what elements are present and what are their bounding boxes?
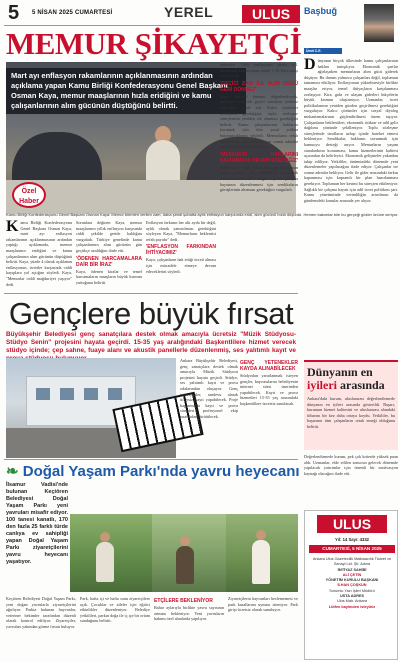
photo-window: [84, 388, 98, 400]
lead-body-col-1: Kamu Birliği Konfederasyonu Genel Başkanı Osman Kaya, mart ayı enflasyon rakamlarının açıklanmasının ardından yaptığı açıklamada, memur maaşlarının eridiğini ve kamu çalışanlarının alım gücünün düştüğünü belirtti. Kaya, yüzde 4 olarak açıklanan enflasyonun, ücretler karşısında ciddi kayıplara yol açtığını söyledi. Kaya, "Memurlar ciddi mağduriyet yaşıyor" dedi.: [6, 218, 72, 287]
masthead-line: İMTİYAZ SAHİBİ: [337, 567, 367, 572]
genclere-body-col-2: GENÇ YETENEKLER KAYDA ALINABİLECEK Stüdyodan yararlanmak isteyen gençler, başvurularını belediyenin internet sitesi üzerinden yapabilecek. Kayıt ve prova hizmetleri 15-35 yaş arasındaki başkentlilere ücretsiz sunulacak.: [240, 360, 298, 406]
photo-person: [176, 546, 194, 584]
dunya-body: Ankara'daki kurum, uluslararası değerlendirmede dünyanın en iyileri arasında gösterildi. Başarı, kurumun hizmet kalitesini ve uluslararası alandaki itibarını bir kez daha ortaya koydu. Yetkililer, bu başarının tüm çalışanların ortak emeği olduğunu belirtti.: [307, 396, 395, 429]
lead-photo-credit: Kamu Birliği Konfederasyonu Genel Başkanı Osman Kaya: Memur birimleri verilen zam, daha şimdi şubatta aylık enflasyon karşısında eridi, alım gücünü hızla düşürdü. Hemen bakımlar bile bu gerçeği gözler önüne seriyor.: [6, 212, 399, 217]
section-label: YEREL: [164, 4, 214, 20]
section-divider-2: [4, 459, 298, 460]
dogal-deck: İlsamur Vadisi'nde bulunan Keçiören Belediyesi Doğal Yaşam Parkı yeni yavruları misafir ediyor. 100 tanesi kanatlı, 170 den fazla 25 farklı türde canlıya ev sahipliği yapan Doğal Yaşam Parkı ziyaretçilerini yavru heyecanı yaşatıyor.: [6, 482, 68, 565]
genclere-body-col-1: Ankara Büyükşehir Belediyesi, genç sanatçılara destek olmak amacıyla Müzik Stüdyosu projesini hayata geçirdi. Stüdyo, ses yalıtımlı kayıt ve prova odalarından oluşuyor. Genç müzisyenler, randevu alarak ücretsiz kayıt yapabilecek. Proje kapsamında kayıt ve prova süreçleri profesyonel ekip tarafından yürütülecek.: [180, 358, 238, 419]
leaf-icon: ❧: [6, 463, 19, 480]
dogal-body-col-3: ETÇİLERE BEKLENİYOR Bahar aylarıyla birlikte yavru sayısının artması bekleniyor. Yeni yavruların bakımı özel alanlarda yapılıyor.: [154, 598, 224, 622]
dunya-headline-1: Dünyanın en: [307, 365, 373, 379]
lead-photo-caption: Mart ayı enflasyon rakamlarının açıklanmasının ardından açıklama yapan Kamu Birliği Konfederasyonu Genel Başkanı Osman Kaya, memur maaşlarının hızla eridiğini ve kamu çalışanlarının alım gücünün düştüğünü belirtti.: [6, 68, 246, 114]
lead-body-col-2: Sorunlara değinen Kaya, memur maaşlarının yıllık enflasyon karşısında ciddi şekilde geride kaldığını vurguladı. Türkiye genelinde kamu çalışanlarının alım gücünün gün geçtikçe azaldığını ifade etti. 'ÖDENEN HARCAMALARA DAİR BİR İRAZ' Kaya, ödenen kiralar ve temel harcamaların maaşların büyük kısmını yuttuğunu belirtti.: [76, 220, 142, 285]
masthead-logo: ULUS: [317, 515, 387, 533]
masthead-line: Lütfen bayimden isteyiniz: [328, 604, 376, 609]
park-photo-2: [152, 514, 226, 592]
lead-subheading-right: 'MEMURUN HAKLARINI SAVUNMAYA DEVAM EDECEĞİZ': [220, 151, 298, 164]
park-photo-3: [226, 514, 298, 592]
masthead-date: CUMARTESİ, 5 NİSAN 2025: [309, 545, 395, 553]
photo-window: [60, 388, 74, 400]
columnist-name: Ümit C.E.: [304, 48, 342, 54]
column-body: Dünyanın birçok ülkesinde kamu çalışanlarının hakları tartışılıyor. Ekonomik şartlar ağırlaşırken memurların alım gücü giderek düşüyor. Bu durum yalnızca çalışanları değil, toplumun tamamını etkiliyor. Enflasyonun yükselmesiyle birlikte maaşlar eriyor, temel ihtiyaçların karşılanması zorlaşıyor. Kira, gıda ve ulaşım giderleri bütçelerin büyük kısmını oluşturuyor. Uzmanlar, ücret politikalarının yeniden gözden geçirilmesi gerektiğini vurguluyor. Kalıcı çözümler için sosyal diyalog mekanizmalarının güçlendirilmesi önem taşıyor. Çalışanların beklentileri, ekonomik istikrar ve adil gelir dağılımı yönünde şekilleniyor. Toplu sözleşme süreçlerinde tarafların uzlaşı içinde hareket etmesi bekleniyor. Sendikalar, haklarını savunmak için kamuoyu desteği arıyor. Memurların yaşam standardının korunması, kamu hizmetlerinin kalitesi açısından da belirleyici. Ekonomik gelişmeler yakından takip ediliyor. Yetkililer, önümüzdeki dönemde yeni düzenlemeler yapılacağını ifade ediyor. Çalışanlar ise somut adımlar bekliyor. Gelir ile gider arasındaki farkın kapanması için kapsamlı bir plan hazırlanması gerekiyor. Toplumun her kesimi bu süreçten etkileniyor. Sağlıklı bir çalışma hayatı için adil ücret politikası şart. Kamu yönetiminde verimliliğin artırılması da gündemdeki konular arasında yer alıyor.: [304, 56, 398, 203]
photo-window: [36, 388, 50, 400]
genclere-subheading: GENÇ YETENEKLER KAYDA ALINABİLECEK: [240, 360, 298, 372]
page-header: [4, 2, 300, 26]
genclere-deck: Büyükşehir Belediyesi genç sanatçılara destek olmak amacıyla ücretsiz "Müzik Stüdyosu-Stüdyo Senin" projesini hayata geçirdi. 15-35 yaş aralığındaki Başkentlilere hizmet verecek stüdyo içinde; çep sahne, fuaye alanı ve akustik panellerle düzenlenmiş, ses yalıtımlı kayıt ve: [6, 331, 296, 354]
dunya-continued: Değerlendirmede kurum, pek çok kriterde yüksek puan aldı. Uzmanlar, elde edilen sonucun gelecek dönemde yapılacak yatırımlar için önemli bir motivasyon kaynağı olacağını ifade etti.: [304, 454, 398, 476]
masthead-line: YÖNETİM KURULU BAŞKANI: [325, 578, 379, 583]
photo-person-head: [100, 532, 110, 542]
masthead-line: Sorumlu Yazı İşleri Müdürü: [329, 588, 375, 593]
photo-speaker: [146, 140, 180, 184]
photo-person-head: [256, 530, 266, 540]
photo-person: [96, 542, 114, 582]
dogal-body-col-2: Park, hafta içi ve hafta sonu ziyaretçilere açık. Çocuklar ve aileler için eğitici etkinlikler düzenleniyor. Belediye yetkilileri, parkın doğa ile iç içe bir ortam sunduğunu belirtti.: [80, 596, 150, 624]
dunya-headline-2: iyileri: [307, 378, 337, 392]
lead-subheading-2: 'ÖDENEN HARCAMALARA DAİR BİR İRAZ': [76, 255, 142, 268]
dunya-headline-3: arasında: [340, 378, 385, 392]
genclere-headline: Gençlere büyük fırsat: [8, 296, 294, 331]
issue-date: 5 NİSAN 2025 CUMARTESİ: [32, 10, 113, 16]
lead-headline: MEMUR ŞİKAYETÇİ: [6, 26, 302, 61]
masthead-line: Ankara Ulus Gazetecilik Matbaacılık Ticaret ve Sanayi Ltd. Şti. Adına: [312, 557, 392, 567]
columnist-title: Başbuğ: [304, 6, 338, 16]
dogal-body-col-1: Keçiören Belediyesi Doğal Yaşam Parkı, yeni doğan yavrularla ziyaretçilerini ağırlıyor. Parkta bulunan hayvanlar, veteriner hekimler tarafından düzenli olarak kontrol ediliyor. Ziyaretçiler, yavruları yakından görme fırsatı buluyor.: [6, 596, 76, 629]
photo-person: [252, 540, 270, 584]
exclusive-badge: Özel Haber: [12, 182, 46, 208]
dogal-subheading: ETÇİLERE BEKLENİYOR: [154, 598, 213, 604]
masthead-box: [304, 510, 398, 660]
masthead-line: USTA ADRES: [339, 594, 365, 599]
dogal-headline-text: Doğal Yaşam Parkı'nda yavru heyecanı: [22, 463, 300, 480]
lead-body-col-4: yükselen "Gıda enflasyonu yüzde 6,3. Ekonomik enflasyonun yüzde 7,76. Kira artışı yüzde 9,34. 'GEÇİCİ ZAM İLE ALIM GÜCÜ GERİ DÖNMEZ' Kaya, mevcut durumu değerlendirerek, memura verilecek geçici zamların yetersiz kalacağını ifade etti. Kalıcı çözümler üretilmesi gerektiğini, toplu sözleşme süreçlerinin yeniden ele alınması gerektiğini belirtti. Kamu çalışanlarının haklarını korumak için tüm yasal yollara başvuracaklarını söyledi. Memurların refah seviyesinin yükseltilmesi için somut adımlar atılması gerektiğini kaydetti. 'MEMURUN HAKLARINI SAVUNMAYA DEVAM EDECEĞİZ' Hükümete ve ilgili kurumlara çağrıda bulunan Kaya, memur ve emeklilerin ekonomik sıkıntılarla mücadele ettiğini söyledi. Çalışma hayatının düzenlenmesi için sendikaların görüşlerinin alınması gerektiğini vurguladı.: [220, 62, 298, 193]
masthead-line: Ulus Mah. Ankara: [337, 599, 367, 604]
lead-subheading-1: 'GEÇİCİ ZAM İLE ALIM GÜCÜ GERİ DÖNMEZ': [220, 80, 298, 93]
masthead-lines: [309, 557, 395, 610]
columnist-photo: [364, 4, 394, 42]
columnist-header: [302, 4, 396, 44]
section-divider-1: [4, 293, 298, 294]
ulus-logo: ULUS: [242, 5, 300, 23]
right-column: [302, 0, 400, 662]
dunya-headline: [307, 366, 395, 392]
masthead-line: ALİ ÇETİN: [342, 572, 362, 577]
lead-body-col-3: Enflasyon farkının her altı ayda bir değil, aylık olarak yansıtılması gerektiğini söyleyen Kaya, "Memurların beklentisi refah payıdır" dedi. 'ENFLASYON FARKINDAN İHTİYACIMIZ' Kaya, çalışanların hak ettiği ücreti alması için mücadele etmeye devam edeceklerini söyledi.: [146, 220, 216, 274]
park-photo-1: [70, 514, 152, 592]
dogal-body-col-4: Ziyaretçilerin hayvanları beslememesi ve park kurallarına uyması isteniyor. Park girişi ücretsiz olarak sunuluyor.: [228, 596, 298, 613]
dogal-headline: [6, 462, 300, 480]
masthead-line: İLHAN ÇOŞKUN: [337, 583, 367, 588]
dunya-teaser-box: [304, 360, 398, 450]
page-number: 5: [8, 2, 20, 24]
masthead-issue: Yıl: 14 Sayı: 4332: [335, 537, 369, 542]
lead-subheading-3: 'ENFLASYON FARKINDAN İHTİYACIMIZ': [146, 244, 216, 257]
photo-window: [108, 388, 122, 400]
photo-person-head: [180, 536, 190, 546]
